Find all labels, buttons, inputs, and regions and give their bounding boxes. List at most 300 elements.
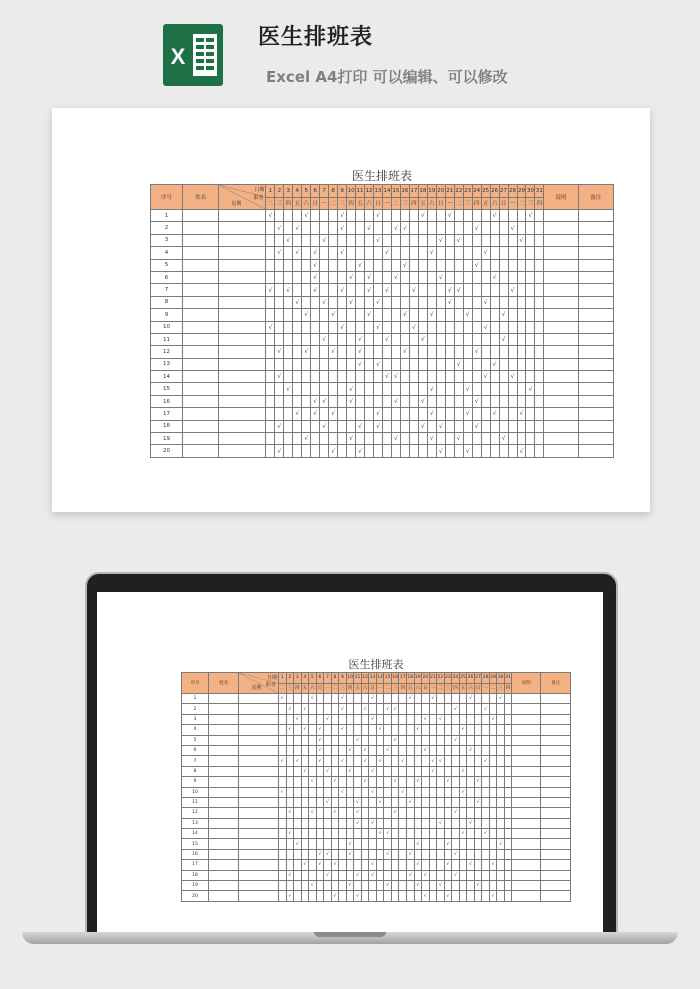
day-cell <box>504 818 512 828</box>
day-cell <box>427 395 436 407</box>
day-cell <box>316 714 324 724</box>
day-header: 2 <box>286 673 294 684</box>
day-cell <box>459 777 467 787</box>
day-cell <box>399 849 407 859</box>
day-cell <box>331 704 339 714</box>
day-cell <box>526 408 535 420</box>
row-role-cell <box>239 797 279 807</box>
day-cell <box>356 210 365 222</box>
day-cell <box>338 234 347 246</box>
day-cell <box>407 881 415 891</box>
row-name-cell <box>208 839 239 849</box>
day-header: 6 <box>311 185 320 198</box>
day-cell <box>490 296 499 308</box>
day-cell <box>391 383 400 395</box>
day-cell <box>535 346 544 358</box>
duty-check: √ <box>463 408 472 420</box>
day-header: 20 <box>422 673 430 684</box>
day-cell <box>436 259 445 271</box>
day-cell <box>499 210 508 222</box>
day-cell <box>302 271 311 283</box>
day-cell <box>331 756 339 766</box>
duty-check: √ <box>436 445 445 457</box>
row-remark-cell <box>578 445 613 457</box>
duty-check: √ <box>391 704 399 714</box>
day-cell <box>437 797 445 807</box>
day-cell <box>391 420 400 432</box>
day-cell <box>409 259 418 271</box>
day-header: 6 <box>316 673 324 684</box>
row-seq: 8 <box>151 296 183 308</box>
duty-check: √ <box>275 371 284 383</box>
duty-check: √ <box>346 766 354 776</box>
day-cell <box>452 745 460 755</box>
day-cell <box>407 766 415 776</box>
table-row <box>151 296 614 308</box>
row-seq: 13 <box>182 818 209 828</box>
day-cell <box>376 839 384 849</box>
day-cell <box>339 839 347 849</box>
table-row <box>151 445 614 457</box>
row-remark-cell <box>578 346 613 358</box>
duty-check: √ <box>490 271 499 283</box>
duty-check: √ <box>444 860 452 870</box>
day-cell <box>504 797 512 807</box>
day-cell <box>302 420 311 432</box>
day-cell <box>391 881 399 891</box>
day-cell <box>454 210 463 222</box>
day-cell <box>504 870 512 880</box>
row-role-cell <box>239 756 279 766</box>
day-cell <box>275 395 284 407</box>
day-cell <box>459 870 467 880</box>
day-cell <box>346 725 354 735</box>
day-cell <box>463 433 472 445</box>
duty-check: √ <box>482 704 490 714</box>
day-cell <box>331 694 339 704</box>
day-cell <box>422 777 430 787</box>
day-cell <box>467 777 475 787</box>
day-cell <box>429 725 437 735</box>
duty-check: √ <box>409 321 418 333</box>
day-cell <box>376 881 384 891</box>
day-cell <box>302 296 311 308</box>
day-cell <box>459 860 467 870</box>
table-row <box>182 797 571 807</box>
day-cell <box>454 222 463 234</box>
weekday-header: 日 <box>436 197 445 210</box>
day-cell <box>482 891 490 901</box>
duty-check: √ <box>384 881 392 891</box>
day-cell <box>422 797 430 807</box>
day-cell <box>301 849 309 859</box>
day-header: 18 <box>407 673 415 684</box>
day-cell <box>356 222 365 234</box>
day-cell <box>365 259 374 271</box>
duty-check: √ <box>354 818 362 828</box>
day-cell <box>376 860 384 870</box>
day-cell <box>454 371 463 383</box>
day-cell <box>266 383 275 395</box>
row-remark-cell <box>541 818 571 828</box>
day-cell <box>374 333 383 345</box>
day-cell <box>309 839 317 849</box>
day-cell <box>400 358 409 370</box>
day-cell <box>445 358 454 370</box>
weekday-header: 三 <box>497 683 505 694</box>
row-remark-cell <box>578 222 613 234</box>
day-cell <box>369 704 377 714</box>
duty-check: √ <box>407 870 415 880</box>
duty-check: √ <box>427 247 436 259</box>
day-cell <box>384 756 392 766</box>
duty-check: √ <box>361 745 369 755</box>
day-header: 29 <box>489 673 497 684</box>
day-cell <box>399 797 407 807</box>
duty-check: √ <box>490 210 499 222</box>
day-cell <box>294 694 302 704</box>
day-cell <box>294 891 302 901</box>
day-cell <box>508 309 517 321</box>
day-cell <box>429 860 437 870</box>
row-name-cell <box>183 395 219 407</box>
row-role-cell <box>219 259 266 271</box>
day-cell <box>489 849 497 859</box>
day-cell <box>311 371 320 383</box>
day-cell <box>346 818 354 828</box>
day-cell <box>376 818 384 828</box>
row-name-cell <box>208 745 239 755</box>
day-cell <box>459 808 467 818</box>
day-cell <box>454 259 463 271</box>
row-seq: 2 <box>182 704 209 714</box>
day-cell <box>302 371 311 383</box>
day-cell <box>369 797 377 807</box>
day-cell <box>499 408 508 420</box>
day-cell <box>504 881 512 891</box>
day-cell <box>472 321 481 333</box>
duty-check: √ <box>418 420 427 432</box>
table-row <box>182 839 571 849</box>
day-header: 19 <box>414 673 422 684</box>
day-cell <box>347 358 356 370</box>
row-role-cell <box>219 321 266 333</box>
day-cell <box>294 860 302 870</box>
day-cell <box>535 408 544 420</box>
row-name-cell <box>208 735 239 745</box>
day-cell <box>331 766 339 776</box>
day-cell <box>399 808 407 818</box>
day-cell <box>320 433 329 445</box>
day-cell <box>309 860 317 870</box>
day-cell <box>286 797 294 807</box>
day-cell <box>517 284 526 296</box>
day-cell <box>369 756 377 766</box>
day-cell <box>284 271 293 283</box>
row-seq: 13 <box>151 358 183 370</box>
day-cell <box>497 766 505 776</box>
day-cell <box>356 247 365 259</box>
day-cell <box>463 259 472 271</box>
day-cell <box>459 714 467 724</box>
day-cell <box>400 234 409 246</box>
day-cell <box>490 259 499 271</box>
day-cell <box>324 787 332 797</box>
day-cell <box>452 787 460 797</box>
day-cell <box>436 284 445 296</box>
day-cell <box>499 371 508 383</box>
day-cell <box>316 704 324 714</box>
day-cell <box>294 777 302 787</box>
row-seq: 6 <box>182 745 209 755</box>
day-cell <box>346 694 354 704</box>
row-note-cell <box>544 420 578 432</box>
day-cell <box>497 818 505 828</box>
duty-check: √ <box>338 222 347 234</box>
day-cell <box>324 891 332 901</box>
duty-check: √ <box>356 358 365 370</box>
day-cell <box>320 358 329 370</box>
day-cell <box>311 358 320 370</box>
day-cell <box>309 891 317 901</box>
day-cell <box>459 735 467 745</box>
day-cell <box>454 296 463 308</box>
row-remark-cell <box>541 704 571 714</box>
day-cell <box>489 694 497 704</box>
day-cell <box>376 714 384 724</box>
duty-check: √ <box>517 234 526 246</box>
row-seq: 10 <box>182 787 209 797</box>
table-row <box>182 787 571 797</box>
duty-check: √ <box>427 408 436 420</box>
row-seq: 11 <box>182 797 209 807</box>
day-cell <box>472 271 481 283</box>
duty-check: √ <box>365 284 374 296</box>
weekday-header: 五 <box>459 683 467 694</box>
day-cell <box>414 797 422 807</box>
day-cell <box>382 408 391 420</box>
day-cell <box>422 766 430 776</box>
row-remark-cell <box>578 309 613 321</box>
day-cell <box>504 704 512 714</box>
day-cell <box>499 346 508 358</box>
day-cell <box>409 271 418 283</box>
day-cell <box>437 735 445 745</box>
row-note-cell <box>544 358 578 370</box>
table-row <box>151 358 614 370</box>
duty-check: √ <box>329 408 338 420</box>
day-cell <box>499 358 508 370</box>
day-cell <box>347 445 356 457</box>
day-cell <box>347 247 356 259</box>
duty-check: √ <box>316 725 324 735</box>
day-cell <box>452 766 460 776</box>
day-cell <box>474 694 482 704</box>
day-cell <box>482 860 490 870</box>
day-cell <box>354 766 362 776</box>
day-cell <box>361 870 369 880</box>
day-cell <box>338 358 347 370</box>
day-cell <box>407 725 415 735</box>
duty-check: √ <box>329 346 338 358</box>
duty-check: √ <box>391 808 399 818</box>
day-cell <box>329 371 338 383</box>
day-cell <box>400 284 409 296</box>
day-cell <box>293 333 302 345</box>
day-cell <box>482 694 490 704</box>
duty-check: √ <box>472 259 481 271</box>
duty-check: √ <box>331 860 339 870</box>
row-note-cell <box>512 881 541 891</box>
row-seq: 1 <box>182 694 209 704</box>
duty-check: √ <box>331 777 339 787</box>
day-cell <box>293 234 302 246</box>
day-cell <box>286 849 294 859</box>
day-cell <box>481 259 490 271</box>
day-cell <box>266 222 275 234</box>
row-seq: 16 <box>151 395 183 407</box>
day-cell <box>329 321 338 333</box>
day-cell <box>275 309 284 321</box>
row-name-cell <box>183 222 219 234</box>
day-cell <box>361 725 369 735</box>
duty-check: √ <box>293 296 302 308</box>
duty-check: √ <box>369 860 377 870</box>
day-cell <box>329 433 338 445</box>
day-cell <box>482 797 490 807</box>
duty-check: √ <box>324 797 332 807</box>
day-cell <box>482 849 490 859</box>
day-cell <box>474 714 482 724</box>
day-cell <box>489 881 497 891</box>
day-cell <box>436 433 445 445</box>
day-cell <box>445 433 454 445</box>
weekday-header: 五 <box>356 197 365 210</box>
day-cell <box>311 383 320 395</box>
duty-check: √ <box>356 259 365 271</box>
day-cell <box>508 296 517 308</box>
day-cell <box>437 839 445 849</box>
day-cell <box>481 222 490 234</box>
weekday-header: 四 <box>284 197 293 210</box>
day-cell <box>356 371 365 383</box>
duty-check: √ <box>347 433 356 445</box>
row-note-cell <box>512 860 541 870</box>
weekday-header: 六 <box>427 197 436 210</box>
day-header: 10 <box>347 185 356 198</box>
duty-check: √ <box>354 808 362 818</box>
table-row <box>151 259 614 271</box>
day-cell <box>409 333 418 345</box>
day-cell <box>418 346 427 358</box>
day-cell <box>329 247 338 259</box>
day-cell <box>391 766 399 776</box>
day-cell <box>400 296 409 308</box>
day-cell <box>347 420 356 432</box>
day-cell <box>356 321 365 333</box>
day-cell <box>284 346 293 358</box>
day-cell <box>508 346 517 358</box>
day-cell <box>472 296 481 308</box>
duty-check: √ <box>302 433 311 445</box>
weekday-header: 四 <box>294 683 302 694</box>
duty-check: √ <box>414 839 422 849</box>
day-cell <box>278 704 286 714</box>
day-cell <box>365 210 374 222</box>
day-cell <box>418 371 427 383</box>
day-cell <box>427 271 436 283</box>
row-note-cell <box>544 346 578 358</box>
day-cell <box>266 358 275 370</box>
day-cell <box>320 408 329 420</box>
day-cell <box>302 247 311 259</box>
weekday-header: 四 <box>409 197 418 210</box>
duty-check: √ <box>346 839 354 849</box>
day-cell <box>481 408 490 420</box>
day-cell <box>301 714 309 724</box>
day-cell <box>467 725 475 735</box>
day-cell <box>302 222 311 234</box>
day-cell <box>472 408 481 420</box>
weekday-header: 二 <box>454 197 463 210</box>
day-cell <box>294 797 302 807</box>
day-cell <box>382 420 391 432</box>
duty-check: √ <box>384 829 392 839</box>
day-cell <box>422 881 430 891</box>
day-cell <box>454 309 463 321</box>
duty-check: √ <box>365 271 374 283</box>
weekday-header: 三 <box>275 197 284 210</box>
duty-check: √ <box>354 870 362 880</box>
day-cell <box>422 829 430 839</box>
row-role-cell <box>239 829 279 839</box>
day-cell <box>302 445 311 457</box>
day-cell <box>474 818 482 828</box>
day-cell <box>324 694 332 704</box>
day-cell <box>504 839 512 849</box>
table-row <box>151 271 614 283</box>
day-cell <box>338 296 347 308</box>
day-cell <box>311 445 320 457</box>
duty-check: √ <box>391 222 400 234</box>
row-note-cell <box>512 787 541 797</box>
duty-check: √ <box>316 745 324 755</box>
day-cell <box>365 358 374 370</box>
weekday-header: 四 <box>504 683 512 694</box>
day-cell <box>407 787 415 797</box>
day-cell <box>309 735 317 745</box>
day-cell <box>526 333 535 345</box>
day-cell <box>499 296 508 308</box>
row-remark-cell <box>541 714 571 724</box>
day-cell <box>407 777 415 787</box>
day-cell <box>463 222 472 234</box>
duty-check: √ <box>463 445 472 457</box>
row-note-cell <box>544 333 578 345</box>
row-seq: 8 <box>182 766 209 776</box>
weekday-header: 一 <box>320 197 329 210</box>
weekday-header: 五 <box>354 683 362 694</box>
row-name-cell <box>208 756 239 766</box>
table-row <box>151 371 614 383</box>
day-cell <box>504 849 512 859</box>
header-name: 姓名 <box>183 185 219 210</box>
day-cell <box>374 395 383 407</box>
duty-check: √ <box>311 395 320 407</box>
day-cell <box>437 787 445 797</box>
header-remark: 备注 <box>578 185 613 210</box>
day-cell <box>499 445 508 457</box>
